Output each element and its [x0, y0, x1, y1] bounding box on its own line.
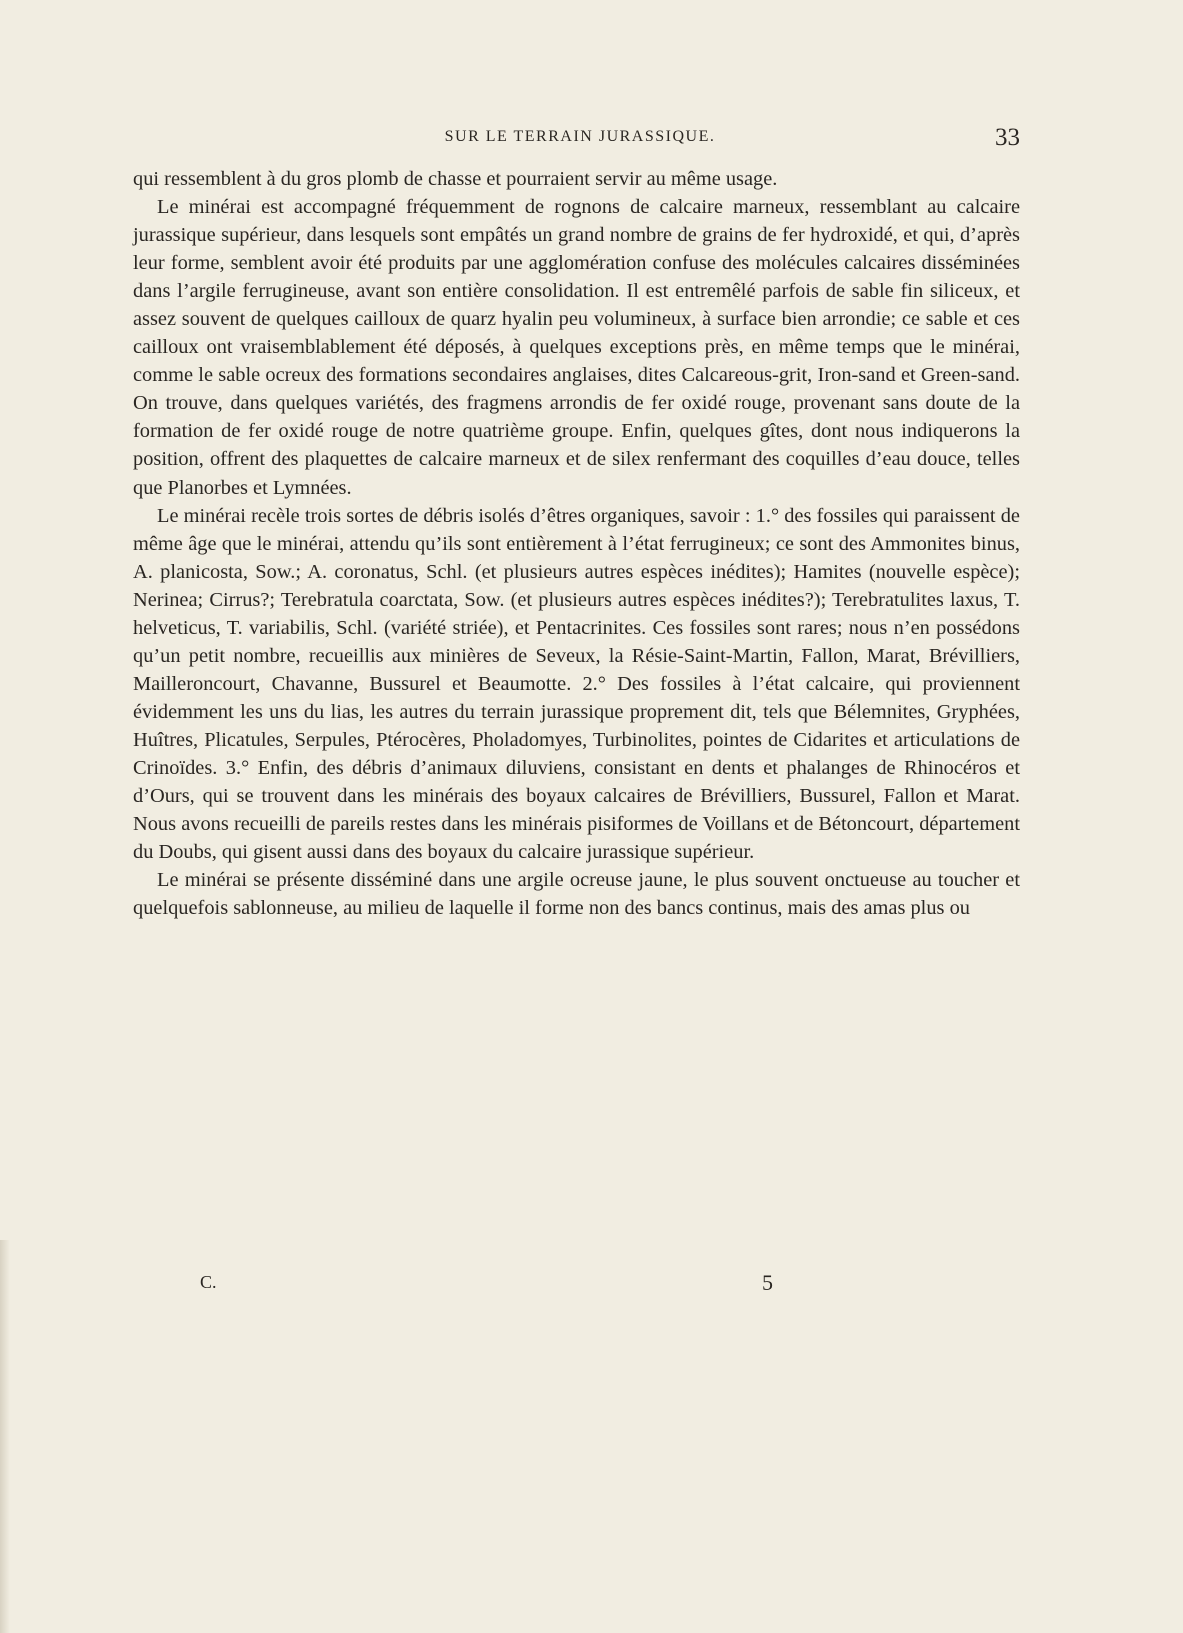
signature-mark: C. [200, 1272, 217, 1292]
sheet-number: 5 [762, 1270, 773, 1295]
running-head: SUR LE TERRAIN JURASSIQUE. [444, 128, 716, 145]
page-footer [140, 1272, 1020, 1302]
page-edge-shadow [0, 1240, 10, 1633]
paragraph: Le minérai se présente disséminé dans une argile ocreuse jaune, le plus souvent onctueuse au toucher et quelquefois sablonneuse, au milieu de laquelle il forme non des bancs continus, mais des amas plus ou [133, 869, 1020, 920]
page-header [140, 124, 1020, 154]
paragraph: Le minérai recèle trois sortes de débris isolés d’êtres organiques, savoir : 1.° des fossiles qui paraissent de même âge que le minérai, attendu qu’ils sont entièrement à l’état ferrugineux; ce sont des Ammonites binus, A. planicosta, Sow.; A. coronatus, Schl. (et plusieurs autres espèces inédites); Hamites (nouvelle espèce); Nerinea; Cirrus?; Terebratula coarctata, Sow. (et plusieurs autres espèces inédites?); Terebratulites laxus, T. helveticus, T. variabilis, Schl. (variété striée), et Pentacrinites. Ces fossiles sont rares; nous n’en possédons qu’un petit nombre, recueillis aux minières de Seveux, la Résie-Saint-Martin, Fallon, Marat, Brévilliers, Mailleroncourt, Chavanne, Bussurel et Beaumotte. 2.° Des fossiles à l’état calcaire, qui proviennent évidemment les uns du lias, les autres du terrain jurassique proprement dit, tels que Bélemnites, Gryphées, Huîtres, Plicatules, Serpules, Ptérocères, Pholadomyes, Turbinolites, pointes de Cidarites et articulations de Crinoïdes. 3.° Enfin, des débris d’animaux diluviens, consistant en dents et phalanges de Rhinocéros et d’Ours, qui se trouvent dans les minérais des boyaux calcaires de Brévilliers, Bussurel, Fallon et Marat. Nous avons recueilli de pareils restes dans les minérais pisiformes de Voillans et de Bétoncourt, département du Doubs, qui gisent aussi dans des boyaux du calcaire jurassique supérieur. [133, 504, 1020, 864]
page-number: 33 [995, 124, 1020, 151]
paragraph: qui ressemblent à du gros plomb de chasse et pourraient servir au même usage. [133, 168, 778, 190]
paragraph: Le minérai est accompagné fréquemment de rognons de calcaire marneux, ressemblant au calcaire jurassique supérieur, dans lesquels sont empâtés un grand nombre de grains de fer hydroxidé, et qui, d’après leur forme, semblent avoir été produits par une agglomération confuse des molécules calcaires disséminées dans l’argile ferrugineuse, avant son entière consolidation. Il est entremêlé parfois de sable fin siliceux, et assez souvent de quelques cailloux de quarz hyalin peu volumineux, à surface bien arrondie; ce sable et ces cailloux ont vraisemblablement été déposés, à quelques exceptions près, en même temps que le minérai, comme le sable ocreux des formations secondaires anglaises, dites Calcareous-grit, Iron-sand et Green-sand. On trouve, dans quelques variétés, des fragmens arrondis de fer oxidé rouge, provenant sans doute de la formation de fer oxidé rouge de notre quatrième groupe. Enfin, quelques gîtes, dont nous indiquerons la position, offrent des plaquettes de calcaire marneux et de silex renfermant des coquilles d’eau douce, telles que Planorbes et Lymnées. [133, 196, 1020, 499]
body-text [133, 165, 1020, 922]
